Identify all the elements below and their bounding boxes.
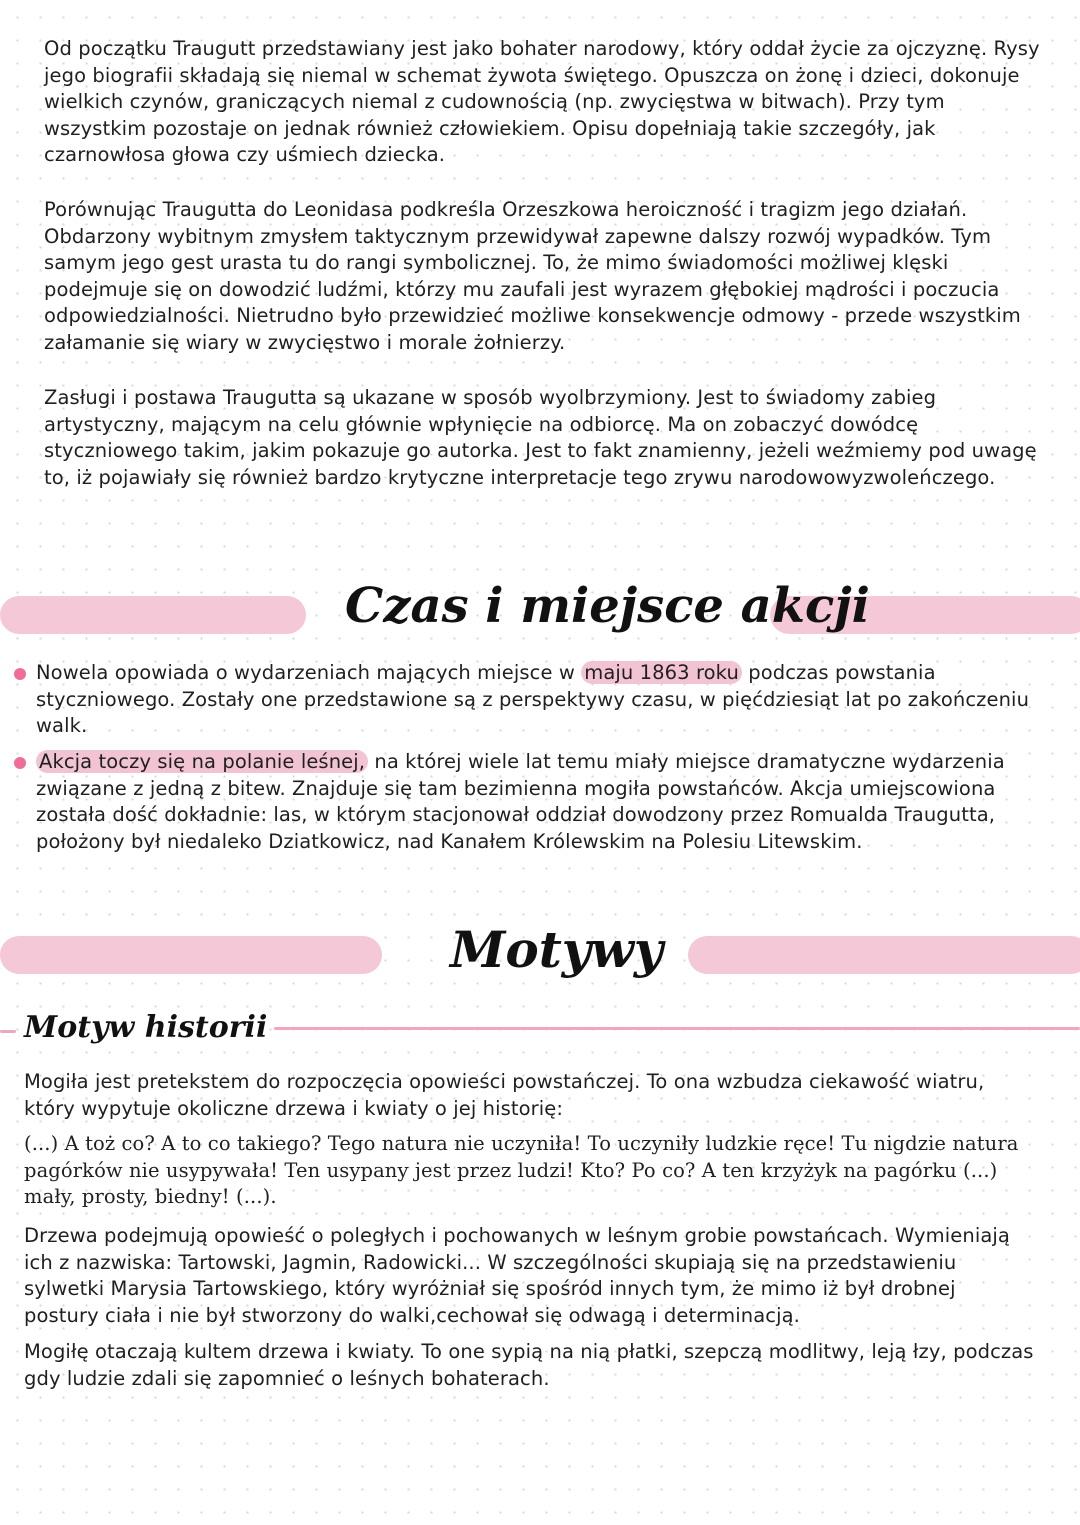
sub-heading-history: Motyw historii (24, 1010, 268, 1045)
motif-quote: (...) A toż co? A to co takiego? Tego natura nie uczyniła! To uczyniły ludzkie ręce! Tu nigdzie natura pagórków nie usypywała! Ten usypany jest przez ludzi! Kto? Po co? A ten krzyżyk na pagórku (...) mały, prosty, biedny! (...). (24, 1132, 1019, 1208)
intro-paragraph-1: Od początku Traugutt przedstawiany jest jako bohater narodowy, który oddał życie za ojczyznę. Rysy jego biografii składają się niemal w schemat żywota świętego. Opuszcza on żonę i dzieci, dokonuje wielkich czynów, graniczących niemal z cudownością (np. zwycięstwa w bitwach). Przy tym wszystkim pozostaje on jednak również człowiekiem. Opisu dopełniają takie szczegóły, jak czarnowłosa głowa czy uśmiech dziecka. (44, 37, 1040, 166)
highlight-place: Akcja toczy się na polanie leśnej, (36, 750, 368, 773)
motif-paragraph-3: Mogiłę otaczają kultem drzewa i kwiaty. To one sypią na nią płatki, szepczą modlitwy, leją łzy, podczas gdy ludzie zdali się zapomnieć o leśnych bohaterach. (24, 1340, 1034, 1390)
motif-paragraph-1: Mogiła jest pretekstem do rozpoczęcia opowieści powstańczej. To ona wzbudza ciekawość wiatru, który wypytuje okoliczne drzewa i kwiaty o jej historię: (24, 1070, 985, 1120)
bullet-paragraph-time (36, 660, 1036, 740)
intro-paragraph-2: Porównując Traugutta do Leonidasa podkreśla Orzeszkowa heroiczność i tragizm jego działań. Obdarzony wybitnym zmysłem taktycznym przewidywał zapewne dalszy rozwój wypadków. Tym samym jego gest urasta tu do rangi symbolicznej. To, że mimo świadomości możliwej klęski podejmuje się on dowodzić ludźmi, którzy mu zaufali jest wyrazem głębokiej mądrości i poczucia odpowiedzialności. Nietrudno było przewidzieć możliwe konsekwencje odmowy - przede wszystkim załamanie się wiary w zwycięstwo i morale żołnierzy. (44, 198, 1021, 354)
bullet-text-pre: Nowela opowiada o wydarzeniach mających miejsce w (36, 661, 582, 684)
bullet-text-post: podczas powstania styczniowego. Zostały one przedstawione są z perspektywy czasu, w pięćdziesiąt lat po zakończeniu walk. (36, 661, 1030, 737)
intro-paragraph-3: Zasługi i postawa Traugutta są ukazane w sposób wyolbrzymiony. Jest to świadomy zabieg artystyczny, mającym na celu głównie wpłynięcie na odbiorcę. Ma on zobaczyć dowódcę styczniowego takim, jakim pokazuje go autorka. Jest to fakt znamienny, jeżeli weźmiemy pod uwagę to, iż pojawiały się również bardzo krytyczne interpretacje tego zrywu narodowowyzwoleńczego. (44, 386, 1037, 489)
bullet-icon (14, 668, 26, 680)
bullet-text-post: na której wiele lat temu miały miejsce dramatyczne wydarzenia związane z jedną z bitew. Znajduje się tam bezimienna mogiła powstańców. Akcja umiejscowiona została dość dokładnie: las, w którym stacjonował oddział dowodzony przez Romualda Traugutta, położony był niedaleko Dziatkowicz, nad Kanałem Królewskim na Polesiu Litewskim. (36, 750, 1005, 853)
heading-band-right (688, 936, 1080, 974)
heading-band-left (0, 936, 382, 974)
bullet-icon (14, 757, 26, 769)
rule-right (274, 1027, 1080, 1030)
rule-left (0, 1030, 16, 1033)
section-heading-time-place: Czas i miejsce akcji (345, 578, 870, 634)
bullet-paragraph-place (36, 749, 1041, 855)
motif-paragraph-2: Drzewa podejmują opowieść o poległych i pochowanych w leśnym grobie powstańcach. Wymieniają ich z nazwiska: Tartowski, Jagmin, Radowicki... W szczególności skupiają się na przedstawieniu sylwetki Marysia Tartowskiego, który wyróżniał się spośród innych tym, że mimo iż był drobnej postury ciała i nie był stworzony do walki,cechował się odwagą i determinacją. (24, 1224, 1010, 1327)
highlight-date: maju 1863 roku (581, 661, 742, 684)
heading-band-left (0, 596, 306, 634)
section-heading-motifs: Motywy (450, 920, 663, 979)
